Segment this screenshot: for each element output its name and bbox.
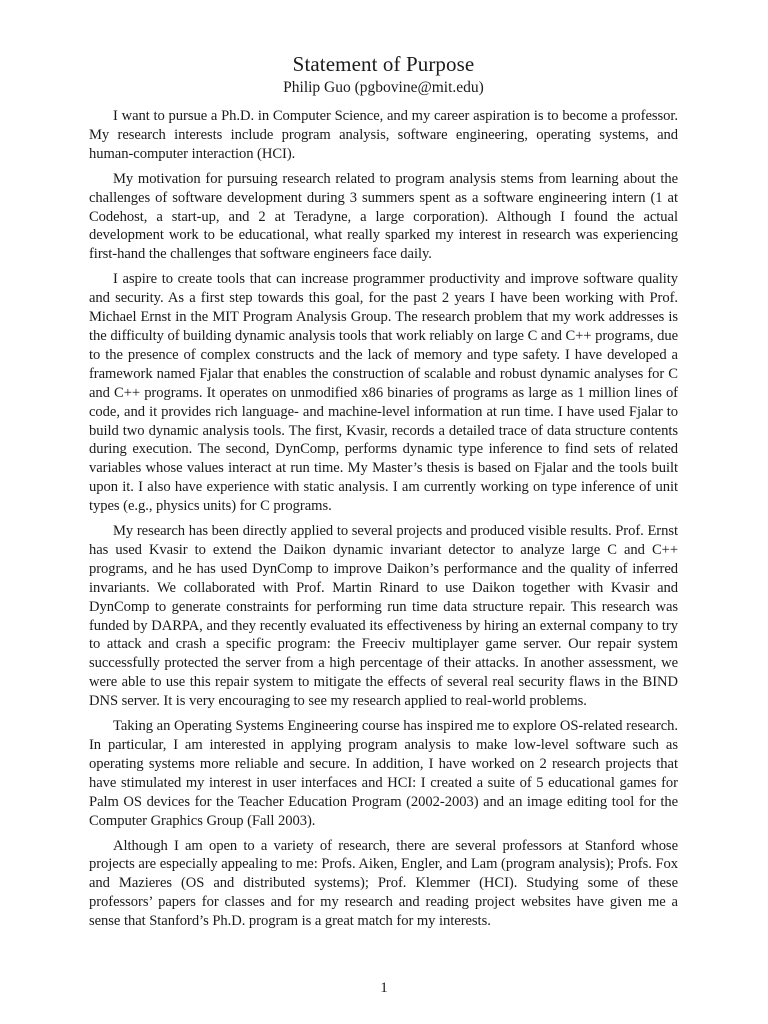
paragraph-6: Although I am open to a variety of research, there are several professors at Stanford whose projects are especially appealing to me: Profs. Aiken, Engler, and Lam (program analysis); Profs. Fox and Mazieres (OS and distributed systems); Prof. Klemmer (HCI). Studying some of these professors’ papers for classes and for my research and reading project websites have given me a sense that Stanford’s Ph.D. program is a great match for my interests.	[89, 837, 678, 930]
author-line: Philip Guo (pgbovine@mit.edu)	[283, 79, 484, 96]
paragraph-5: Taking an Operating Systems Engineering course has inspired me to explore OS-related research. In particular, I am interested in applying program analysis to make low-level software such as operating systems more reliable and secure. In addition, I have worked on 2 research projects that have stimulated my interest in user interfaces and HCI: I created a suite of 5 educational games for Palm OS devices for the Teacher Education Program (2002-2003) and an image editing tool for the Computer Graphics Group (Fall 2003).	[89, 718, 678, 829]
paragraph-1: I want to pursue a Ph.D. in Computer Science, and my career aspiration is to become a professor. My research interests include program analysis, software engineering, operating systems, and human-computer interaction (HCI).	[89, 108, 678, 162]
paragraph-2: My motivation for pursuing research related to program analysis stems from learning about the challenges of software development during 3 summers spent as a software engineering intern (1 at Codehost, a start-up, and 2 at Teradyne, a large corporation). Although I found the actual development work to be educational, what really sparked my interest in research was experiencing first-hand the challenges that software engineers face daily.	[89, 170, 678, 263]
paragraph-4: My research has been directly applied to several projects and produced visible results. Prof. Ernst has used Kvasir to extend the Daikon dynamic invariant detector to analyze large C and C++ programs, and he has used DynComp to improve Daikon’s performance and the quality of inferred invariants. We collaborated with Prof. Martin Rinard to use Daikon together with Kvasir and DynComp to generate constraints for performing run time data structure repair. This research was funded by DARPA, and they recently evaluated its effectiveness by hiring an external company to try to attack and crash a specific program: the Freeciv multiplayer game server. Our repair system successfully protected the server from a high percentage of their attacks. In another assessment, we were able to use this repair system to mitigate the effects of several real security flaws in the BIND DNS server. It is very encouraging to see my research applied to real-world problems.	[89, 523, 678, 710]
page-number: 1	[380, 980, 388, 996]
document-title: Statement of Purpose	[292, 52, 475, 76]
document-body	[89, 107, 678, 931]
paragraph-3: I aspire to create tools that can increase programmer productivity and improve software quality and security. As a first step towards this goal, for the past 2 years I have been working with Prof. Michael Ernst in the MIT Program Analysis Group. The research problem that my work addresses is the difficulty of building dynamic analysis tools that work reliably on large C and C++ programs, due to the presence of complex constructs and the lack of memory and type safety. I have developed a framework named Fjalar that enables the construction of scalable and robust dynamic analyses for C and C++ programs. It operates on unmodified x86 binaries of programs as large as 1 million lines of code, and it provides rich language- and machine-level information at run time. I have used Fjalar to build two dynamic analysis tools. The first, Kvasir, records a detailed trace of data structure contents during execution. The second, DynComp, performs dynamic type inference to find sets of related variables whose values interact at run time. My Master’s thesis is based on Fjalar and the tools built upon it. I also have experience with static analysis. I am currently working on type inference of unit types (e.g., physics units) for C programs.	[89, 271, 678, 515]
